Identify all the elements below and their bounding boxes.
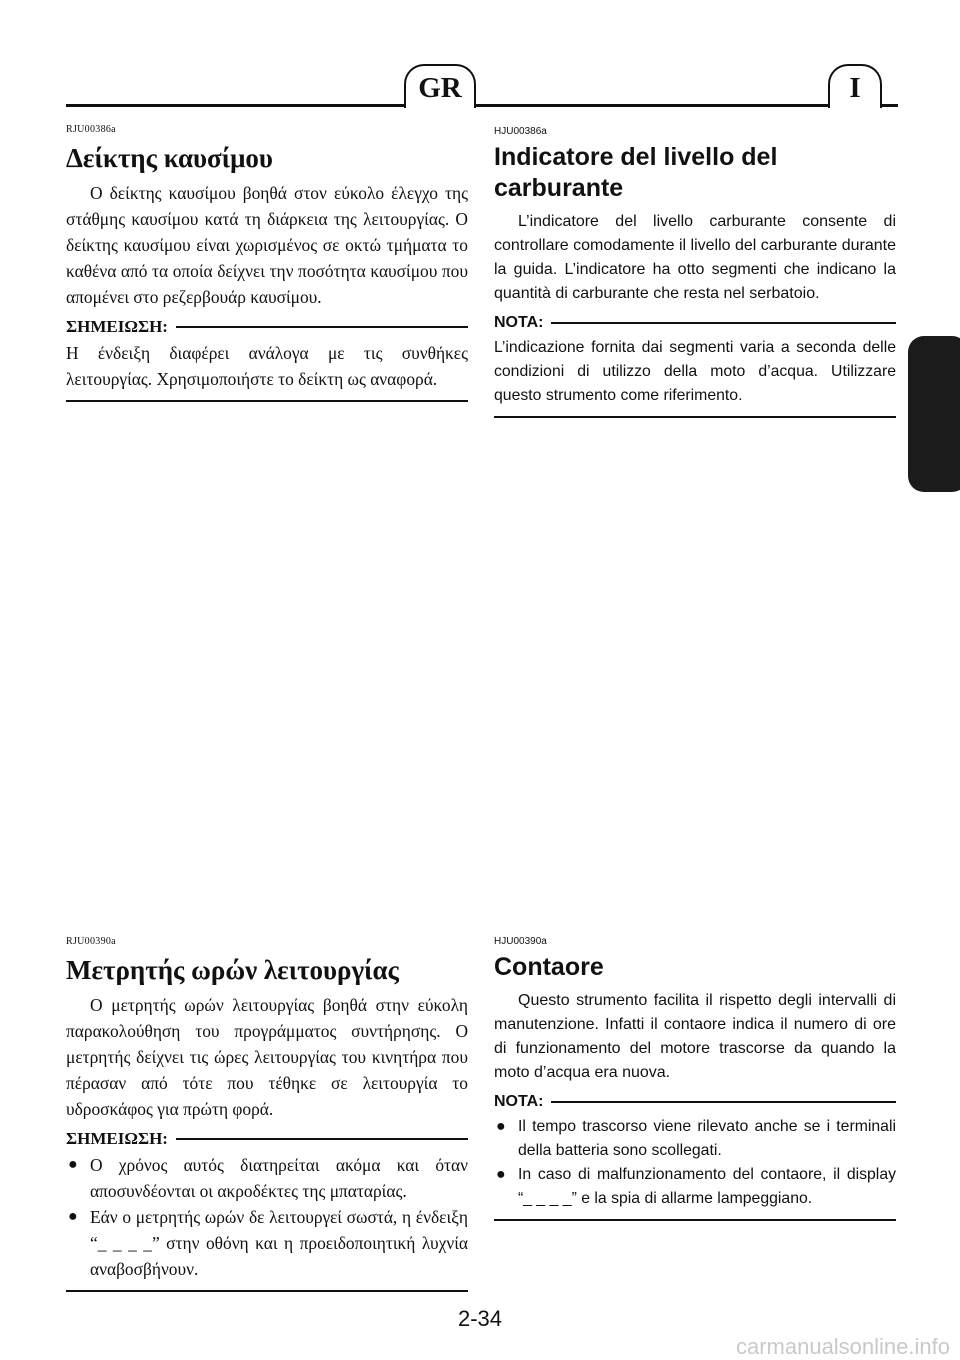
- note-label: NOTA:: [494, 314, 544, 331]
- watermark: carmanualsonline.info: [735, 1334, 950, 1359]
- note-end-rule: [66, 1290, 468, 1292]
- note-header: [494, 310, 896, 336]
- section-body: Ο δείκτης καυσίμου βοηθά στον εύκολο έλεγχο της στάθμης καυσίμου κατά τη διάρκεια της λειτουργίας. Ο δείκτης καυσίμου είναι χωρισμένος σε οκτώ τμήματα το καθένα από τα οποία δείχνει την ποσότητα καυσίμου που απομένει στο ρεζερβουάρ καυσίμου.: [66, 183, 468, 307]
- note-end-rule: [66, 400, 468, 402]
- section-code: HJU00390a: [494, 936, 547, 947]
- section-body: Ο μετρητής ωρών λειτουργίας βοηθά στην εύκολη παρακολούθηση του προγράμματος συντήρησης. Ο μετρητής δείχνει τις ώρες λειτουργίας του κινητήρα που πέρασαν από τότε που τέθηκε σε λειτουργία το υδροσκάφος για πρώτη φορά.: [66, 995, 468, 1119]
- note-rule: [176, 1138, 468, 1140]
- section-title: Δείκτης καυσίμου: [66, 143, 273, 173]
- note-rule: [551, 1101, 896, 1103]
- section-code: RJU00386a: [66, 124, 116, 135]
- bullet-icon: ●: [496, 1166, 506, 1183]
- bullet-text: Ο χρόνος αυτός διατηρείται ακόμα και όταν αποσυνδέονται οι ακροδέκτες της μπαταρίας.: [90, 1155, 468, 1201]
- note-header: [66, 314, 468, 340]
- note-label: ΣΗΜΕΙΩΣΗ:: [66, 317, 168, 336]
- section-code: HJU00386a: [494, 126, 547, 137]
- list-item: [494, 1115, 896, 1163]
- note-text: L’indicazione fornita dai segmenti varia a seconda delle condizioni di utilizzo della moto d’acqua. Utilizzare questo strumento come riferimento.: [494, 339, 896, 404]
- note-bullet-list: [494, 1115, 896, 1211]
- section-fuel-gauge-it: [494, 126, 896, 418]
- section-body: L’indicatore del livello carburante consente di controllare comodamente il livello del carburante durante la guida. L’indicatore ha otto segmenti che indicano la quantità di carburante che resta nel serbatoio.: [494, 213, 896, 302]
- section-hour-meter-gr: [66, 936, 468, 1292]
- section-code: RJU00390a: [66, 936, 116, 947]
- bullet-icon: ●: [68, 1156, 78, 1173]
- note-label: NOTA:: [494, 1093, 544, 1110]
- section-title: Contaore: [494, 953, 604, 981]
- language-tab-i: I: [828, 64, 882, 108]
- section-fuel-gauge-gr: [66, 124, 468, 402]
- page-number: 2-34: [457, 1306, 503, 1331]
- note-rule: [176, 326, 468, 328]
- note-label: ΣΗΜΕΙΩΣΗ:: [66, 1129, 168, 1148]
- list-item: [494, 1163, 896, 1211]
- language-tab-gr: GR: [404, 64, 476, 108]
- bullet-text: In caso di malfunzionamento del contaore, il display “_ _ _ _” e la spia di allarme lampeggiano.: [518, 1166, 896, 1207]
- note-end-rule: [494, 416, 896, 418]
- section-body: Questo strumento facilita il rispetto degli intervalli di manutenzione. Infatti il contaore indica il numero di ore di funzionamento del motore trascorse da quando la moto d’acqua era nuova.: [494, 992, 896, 1081]
- note-end-rule: [494, 1219, 896, 1221]
- section-hour-meter-it: [494, 936, 896, 1221]
- note-rule: [551, 322, 896, 324]
- bullet-icon: ●: [68, 1208, 78, 1225]
- list-item: [66, 1204, 468, 1282]
- bullet-icon: ●: [496, 1118, 506, 1135]
- section-title: Μετρητής ωρών λειτουργίας: [66, 955, 399, 985]
- chapter-side-tab: [908, 336, 960, 492]
- note-text: Η ένδειξη διαφέρει ανάλογα με τις συνθήκες λειτουργίας. Χρησιμοποιήστε το δείκτη ως αναφορά.: [66, 343, 468, 389]
- bullet-text: Εάν ο μετρητής ωρών δε λειτουργεί σωστά, η ένδειξη “_ _ _ _” στην οθόνη και η προειδοποιητική λυχνία αναβοσβήνουν.: [90, 1207, 468, 1279]
- section-title: Indicatore del livello del carburante: [494, 143, 778, 202]
- list-item: [66, 1152, 468, 1204]
- note-bullet-list: [66, 1152, 468, 1282]
- bullet-text: Il tempo trascorso viene rilevato anche se i terminali della batteria sono scollegati.: [518, 1118, 896, 1159]
- note-header: [66, 1126, 468, 1152]
- header-rule: [66, 104, 898, 107]
- note-header: [494, 1089, 896, 1115]
